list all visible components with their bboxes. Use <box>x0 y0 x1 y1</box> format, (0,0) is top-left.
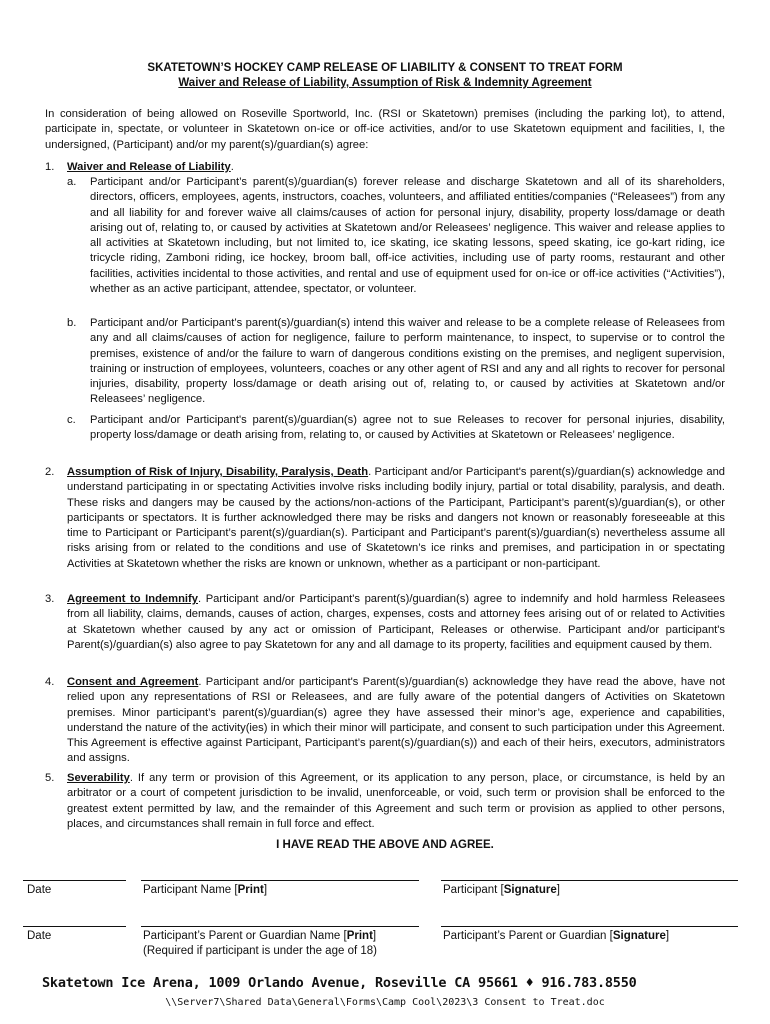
parent-signature-label: Participant’s Parent or Guardian [Signature] <box>443 930 670 942</box>
subsection-text: Participant and/or Participant's parent(s)/guardian(s) agree not to sue Releases to recover for personal injuries, disability, property loss/damage or death arising from, relating to, or caused by Activities at Skatetown or Releasees’ negligence. <box>90 414 725 442</box>
section-1 <box>45 160 725 175</box>
section-number: 2. <box>45 466 55 478</box>
subsection-letter: a. <box>67 176 77 188</box>
file-path: \\Server7\Shared Data\General\Forms\Camp Cool\2023\3 Consent to Treat.doc <box>165 997 605 1008</box>
section-5 <box>45 771 725 832</box>
section-number: 3. <box>45 593 55 605</box>
section-number: 5. <box>45 772 55 784</box>
form-subtitle: Waiver and Release of Liability, Assumption of Risk & Indemnity Agreement <box>178 77 592 89</box>
section-heading: Severability <box>67 772 130 784</box>
date-line-1[interactable] <box>23 880 126 881</box>
participant-name-label: Participant Name [Print] <box>143 884 268 896</box>
section-text: . Participant and/or Participant's parent(s)/guardian(s) acknowledge and understand participating in or spectating Activities involve risks including bodily injury, partial or total disability, paralysis, and death. These risks and dangers may be caused by the actions/non-actions of the Participant, Participant’s parent(s)/guardian(s), or other participants or spectators. It is further acknowledged there may be risks and dangers not known or reasonably foreseeable at this time to Participant or Participant’s parent(s)/guardian(s). Participant and Participant’s parent(s)/guardian(s) nevertheless assume all risks arising from or related to the conditions and use of Skatetown’s ice rinks and premises, and participation in or spectating Activities at Skatetown whether the risks are known or unknown, whether as a participant or non-participant. <box>67 466 726 570</box>
subsection-letter: c. <box>67 414 76 426</box>
section-heading: Assumption of Risk of Injury, Disability, Paralysis, Death <box>67 466 369 478</box>
date-label-2: Date <box>27 930 52 942</box>
section-text: . Participant and/or Participant's parent(s)/guardian(s) agree to indemnify and hold harmless Releasees from all liability, claims, demands, causes of action, charges, expenses, costs and attorney fees arising out of or related to Activities at Skatetown whether caused by any act or omission of Participant, Releases or otherwise. Participant and/or participant's Parent(s)/guardian(s) also agree to pay Skatetown for any and all damage to its property, facilities and equipment caused by them. <box>67 593 725 651</box>
section-3 <box>45 592 725 653</box>
date-line-2[interactable] <box>23 926 126 927</box>
parent-name-label: Participant’s Parent or Guardian Name [Print] <box>143 930 377 942</box>
section-heading: Waiver and Release of Liability <box>67 161 231 173</box>
section-heading: Consent and Agreement <box>67 676 199 688</box>
footer-address: Skatetown Ice Arena, 1009 Orlando Avenue, Roseville CA 95661 ♦ 916.783.8550 <box>42 975 637 991</box>
agree-statement: I HAVE READ THE ABOVE AND AGREE. <box>276 839 494 851</box>
section-number: 1. <box>45 161 55 173</box>
section-2 <box>45 465 725 572</box>
section-number: 4. <box>45 676 55 688</box>
form-title: SKATETOWN’S HOCKEY CAMP RELEASE OF LIABILITY & CONSENT TO TREAT FORM <box>147 62 623 74</box>
participant-name-line[interactable] <box>141 880 419 881</box>
intro-paragraph: In consideration of being allowed on Roseville Sportworld, Inc. (RSI or Skatetown) premises (including the parking lot), to attend, participate in, spectate, or volunteer in Skatetown on-ice or off-ice activities, and/or to use Skatetown equipment and facilities, I, the undersigned, (Participant) and/or my parent(s)/guardian(s) agree: <box>45 108 725 151</box>
subsection-letter: b. <box>67 317 77 329</box>
subsection-text: Participant and/or Participant’s parent(s)/guardian(s) forever release and discharge Skatetown and all of its shareholders, directors, officers, employees, agents, instructors, coaches, volunteers, and affiliated entities/companies (“Releasees”) from any and all liability for and forever waive all claims/causes of action for personal injury, disability, property loss/damage or death arising out of, relating to, or caused by activities at Skatetown and/or Releasees’ negligence. This waiver and release applies to all activities at Skatetown including, but not limited to, ice skating, ice skating lessons, speed skating, ice go-kart riding, ice tricycle riding, Zamboni riding, ice hockey, broom ball, off-ice activities, including use of party rooms, restaurant and other facilities, activities incidental to those activities, and rental and use of equipment used for on-ice or off-ice activities (“Activities”), whether as an active participant, attendee, spectator, or volunteer. <box>90 176 725 296</box>
subsection-1b <box>67 316 725 408</box>
subsection-1a <box>67 175 725 297</box>
section-heading: Agreement to Indemnify <box>67 593 198 605</box>
date-label-1: Date <box>27 884 52 896</box>
parent-signature-line[interactable] <box>441 926 738 927</box>
section-text: . If any term or provision of this Agreement, or its application to any person, place, or circumstance, is held by an arbitrator or a court of competent jurisdiction to be invalid, unenforceable, or void, such term or provision shall be enforced to the greatest extent permitted by law, and the remainder of this Agreement and such term or provision as applied to other persons, places, and circumstances shall remain in full force and effect. <box>67 772 725 830</box>
participant-signature-label: Participant [Signature] <box>443 884 560 896</box>
subsection-text: Participant and/or Participant’s parent(s)/guardian(s) intend this waiver and release to be a complete release of Releasees from any and all claims/causes of action for negligence, failure to perform maintenance, to inspect, to supervise or to control the premises, existence of and/or the failure to warn of dangerous conditions existing on the premises, and negligent supervision, training or instruction of employees, volunteers, coaches or any other agent of RSI and any and all rights to recover for personal injuries, disability, property loss/damage or death arising out of, relating to, or caused by activities at Skatetown and/or Releasees’ negligence. <box>90 317 725 406</box>
section-text: . Participant and/or participant's Parent(s)/guardian(s) acknowledge they have read the above, have not relied upon any representations of RSI or Releasees, and are fully aware of the potential dangers of Activities on Skatetown premises. Minor participant’s parent(s)/guardian(s) agree they have assessed their minor’s age, experience and capabilities, understand the nature of the activity(ies) in which their minor will participate, and consent to such participation under this Agreement. This Agreement is effective against Participant, Participant’s parent(s)/guardian(s)) and each of their heirs, executors, administrators and assigns. <box>67 676 725 765</box>
section-4 <box>45 675 725 767</box>
participant-signature-line[interactable] <box>441 880 738 881</box>
subsection-1c <box>67 413 725 444</box>
section-text: . <box>230 161 234 173</box>
parent-age-note: (Required if participant is under the age of 18) <box>143 945 377 957</box>
parent-name-line[interactable] <box>141 926 419 927</box>
